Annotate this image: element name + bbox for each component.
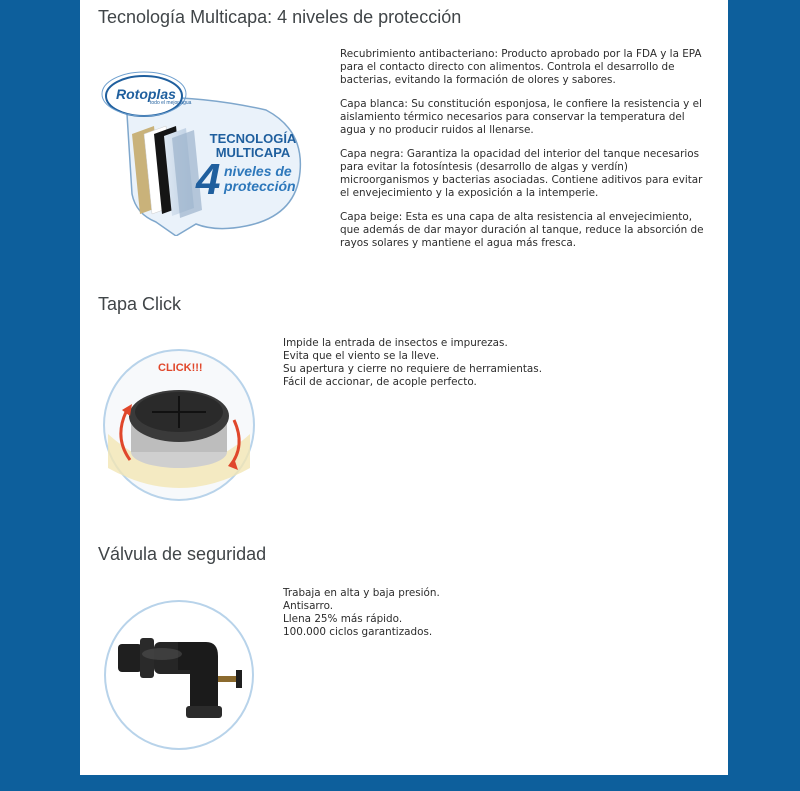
tapa-click-description [283,337,703,389]
valvula-line-1: Trabaja en alta y baja presión. [283,587,440,599]
tapa-line-1: Impide la entrada de insectos e impurezas. [283,337,508,349]
badge-line-3: niveles de [224,163,292,179]
section-title-multicapa: Tecnología Multicapa: 4 niveles de protección [98,7,462,27]
rotoplas-logo-tagline: todo el mejor agua [150,100,192,106]
tapa-line-4: Fácil de accionar, de acople perfecto. [283,376,477,388]
badge-line-1: TECNOLOGÍA [209,131,297,146]
content-panel [80,0,728,775]
tapa-line-3: Su apertura y cierre no requiere de herramientas. [283,363,543,375]
paragraph-white-layer: Capa blanca: Su constitución esponjosa, le confiere la resistencia y el aislamiento térmico necesarios para conservar la temperatura del agua y no producir ruidos al llenarse. [340,98,702,136]
valvula-image [102,598,256,752]
tapa-click-image [100,348,258,502]
section-title-valvula: Válvula de seguridad [98,544,267,564]
tapa-line-2: Evita que el viento se la lleve. [283,350,440,362]
valvula-description [283,587,703,639]
badge-line-2: MULTICAPA [215,145,291,160]
valvula-line-4: 100.000 ciclos garantizados. [283,626,433,638]
valvula-line-3: Llena 25% más rápido. [283,613,403,625]
paragraph-antibacterial: Recubrimiento antibacteriano: Producto aprobado por la FDA y la EPA para el contacto directo con alimentos. Controla el desarrollo de bacterias, evitando la formación de olores y sabores. [340,48,702,86]
rotoplas-logo-text: Rotoplas [116,86,176,102]
paragraph-black-layer: Capa negra: Garantiza la opacidad del interior del tanque necesarios para evitar la fotosíntesis (desarrollo de algas y verdín) microorganismos y bacterias asociadas. Contiene aditivos para evitar el envejecimiento y la exposición a la intemperie. [340,148,703,199]
click-caption: CLICK!!! [158,362,203,374]
float-valve-icon [102,598,256,752]
badge-subtitle [224,164,296,194]
multicapa-description [340,48,712,250]
paragraph-beige-layer: Capa beige: Esta es una capa de alta resistencia al envejecimiento, que además de dar mayor duración al tanque, reduce la absorción de rayos solares y mantiene el agua más fresca. [340,211,704,249]
badge-line-4: protección [224,178,296,194]
section-title-tapa-click: Tapa Click [98,294,182,314]
multicapa-image [96,54,312,236]
valvula-line-2: Antisarro. [283,600,334,612]
badge-number: 4 [196,155,221,204]
